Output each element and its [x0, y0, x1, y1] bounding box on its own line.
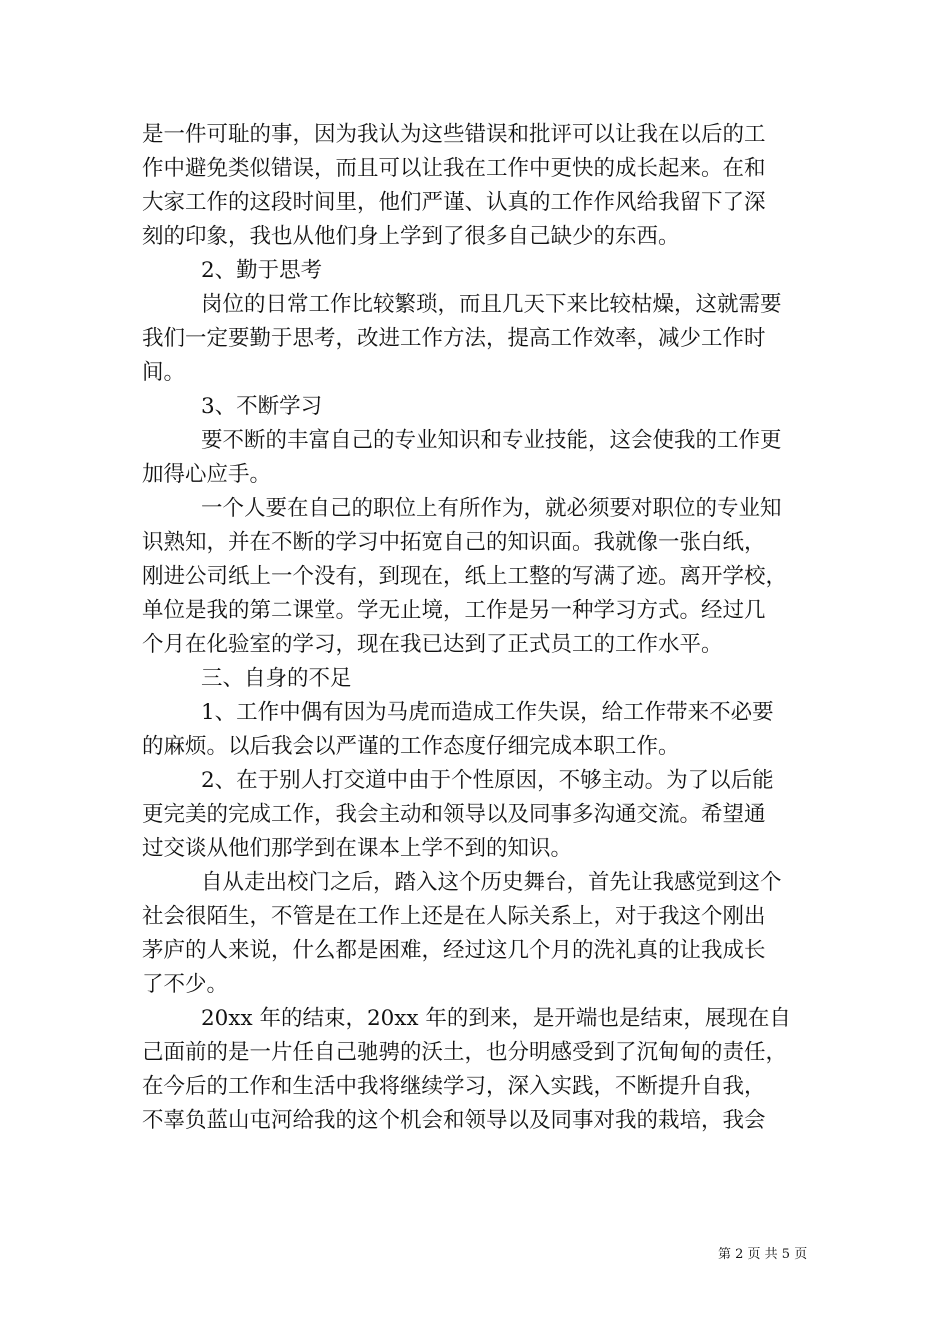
text-line: 更完美的完成工作，我会主动和领导以及同事多沟通交流。希望通 [142, 802, 766, 827]
text-line: 2、勤于思考 [201, 258, 323, 283]
text-line: 岗位的日常工作比较繁琐，而且几天下来比较枯燥，这就需要 [201, 292, 782, 317]
text-line: 的麻烦。以后我会以严谨的工作态度仔细完成本职工作。 [142, 734, 680, 759]
text-line: 我们一定要勤于思考，改进工作方法，提高工作效率，减少工作时 [142, 326, 766, 351]
text-line: 过交谈从他们那学到在课本上学不到的知识。 [142, 836, 573, 861]
text-line: 间。 [142, 360, 186, 385]
text-line: 自从走出校门之后，踏入这个历史舞台，首先让我感觉到这个 [201, 870, 782, 895]
text-line: 茅庐的人来说，什么都是困难，经过这几个月的洗礼真的让我成长 [142, 938, 766, 963]
text-line: 单位是我的第二课堂。学无止境，工作是另一种学习方式。经过几 [142, 598, 766, 623]
document-body [142, 118, 812, 1138]
text-line: 在今后的工作和生活中我将继续学习，深入实践，不断提升自我， [142, 1074, 766, 1099]
text-line: 一个人要在自己的职位上有所作为，就必须要对职位的专业知 [201, 496, 782, 521]
text-line: 作中避免类似错误，而且可以让我在工作中更快的成长起来。在和 [142, 156, 766, 181]
text-line: 了不少。 [142, 972, 229, 997]
text-line: 加得心应手。 [142, 462, 272, 487]
text-line: 己面前的是一片任自己驰骋的沃土，也分明感受到了沉甸甸的责任， [142, 1040, 788, 1065]
text-line: 3、不断学习 [201, 394, 323, 419]
text-line: 2、在于别人打交道中由于个性原因，不够主动。为了以后能 [201, 768, 774, 793]
text-line: 20xx 年的结束，20xx 年的到来，是开端也是结束，展现在自 [201, 1006, 791, 1031]
text-line: 个月在化验室的学习，现在我已达到了正式员工的工作水平。 [142, 632, 723, 657]
text-line: 三、自身的不足 [201, 666, 352, 691]
text-line: 不辜负蓝山屯河给我的这个机会和领导以及同事对我的栽培，我会 [142, 1108, 766, 1133]
text-line: 1、工作中偶有因为马虎而造成工作失误，给工作带来不必要 [201, 700, 774, 725]
text-line: 社会很陌生，不管是在工作上还是在人际关系上，对于我这个刚出 [142, 904, 766, 929]
text-line: 是一件可耻的事，因为我认为这些错误和批评可以让我在以后的工 [142, 122, 766, 147]
text-line: 识熟知，并在不断的学习中拓宽自己的知识面。我就像一张白纸， [142, 530, 766, 555]
page-number-footer: 第 2 页 共 5 页 [718, 1247, 808, 1262]
text-line: 要不断的丰富自己的专业知识和专业技能，这会使我的工作更 [201, 428, 782, 453]
text-line: 大家工作的这段时间里，他们严谨、认真的工作作风给我留下了深 [142, 190, 766, 215]
text-line: 刻的印象，我也从他们身上学到了很多自己缺少的东西。 [142, 224, 680, 249]
text-line: 刚进公司纸上一个没有，到现在，纸上工整的写满了迹。离开学校， [142, 564, 788, 589]
